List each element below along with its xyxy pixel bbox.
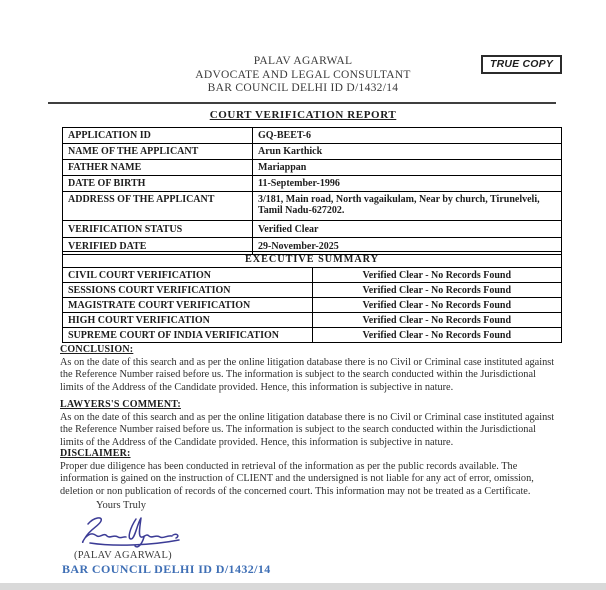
field-value: 11-September-1996	[253, 176, 562, 192]
page-bottom-edge	[0, 583, 606, 590]
court-label: HIGH COURT VERIFICATION	[63, 313, 313, 328]
field-label: VERIFICATION STATUS	[63, 221, 253, 238]
report-title: COURT VERIFICATION REPORT	[209, 109, 397, 121]
court-result: Verified Clear - No Records Found	[312, 313, 562, 328]
letterhead-bar-council-id: BAR COUNCIL DELHI ID D/1432/14	[207, 82, 399, 94]
lawyers-comment-section	[60, 399, 557, 449]
field-label: FATHER NAME	[63, 160, 253, 176]
advocate-name: PALAV AGARWAL	[253, 55, 353, 67]
true-copy-stamp: TRUE COPY	[481, 55, 562, 74]
disclaimer-heading: DISCLAIMER:	[60, 448, 131, 459]
conclusion-heading: CONCLUSION:	[60, 344, 134, 355]
table-row	[63, 328, 562, 343]
table-row	[63, 160, 562, 176]
field-value: Arun Karthick	[253, 144, 562, 160]
applicant-details-table	[62, 127, 562, 255]
field-value: 29-November-2025	[253, 238, 562, 255]
advocate-designation: ADVOCATE AND LEGAL CONSULTANT	[195, 68, 411, 81]
court-label: CIVIL COURT VERIFICATION	[63, 268, 313, 283]
conclusion-section	[60, 344, 557, 394]
field-label: VERIFIED DATE	[63, 238, 253, 255]
table-row	[63, 144, 562, 160]
executive-summary-table	[62, 251, 562, 343]
table-header-row	[63, 252, 562, 268]
court-result: Verified Clear - No Records Found	[312, 298, 562, 313]
bar-council-id-footer: BAR COUNCIL DELHI ID D/1432/14	[62, 562, 271, 576]
table-row	[63, 221, 562, 238]
table-row	[63, 192, 562, 221]
header-divider	[48, 102, 556, 104]
lawyers-comment-heading: LAWYERS'S COMMENT:	[60, 399, 181, 410]
executive-summary-header: EXECUTIVE SUMMARY	[63, 252, 562, 268]
valediction: Yours Truly	[96, 500, 147, 511]
court-result: Verified Clear - No Records Found	[312, 283, 562, 298]
table-row	[63, 313, 562, 328]
field-value: Verified Clear	[253, 221, 562, 238]
table-row	[63, 268, 562, 283]
field-label: DATE OF BIRTH	[63, 176, 253, 192]
signature-image	[78, 512, 188, 550]
field-label: APPLICATION ID	[63, 128, 253, 144]
signatory-name: (PALAV AGARWAL)	[74, 550, 172, 561]
lawyers-comment-text: As on the date of this search and as per the online litigation database there is no Civil or Criminal case instituted against the Reference Number raised before us. The information is subject to the search conducted within the Jurisdictional limits of the Address of the Candidate provided. Hence, this information is subjective in nature.	[60, 412, 555, 448]
table-row	[63, 176, 562, 192]
court-result: Verified Clear - No Records Found	[312, 268, 562, 283]
table-row	[63, 128, 562, 144]
field-value: 3/181, Main road, North vagaikulam, Near by church, Tirunelveli, Tamil Nadu-627202.	[253, 192, 562, 221]
field-label: ADDRESS OF THE APPLICANT	[63, 192, 253, 221]
table-row	[63, 283, 562, 298]
court-label: MAGISTRATE COURT VERIFICATION	[63, 298, 313, 313]
disclaimer-text: Proper due diligence has been conducted in retrieval of the information as per the public records available. The information is gained on the instruction of CLIENT and the undersigned is not liable for any act of error, omission, deletion or non publication of records of the concerned court. This information may not be treated as a Certificate.	[60, 461, 534, 497]
field-value: GQ-BEET-6	[253, 128, 562, 144]
disclaimer-section	[60, 448, 557, 498]
court-label: SUPREME COURT OF INDIA VERIFICATION	[63, 328, 313, 343]
field-value: Mariappan	[253, 160, 562, 176]
court-label: SESSIONS COURT VERIFICATION	[63, 283, 313, 298]
court-result: Verified Clear - No Records Found	[312, 328, 562, 343]
table-row	[63, 298, 562, 313]
field-label: NAME OF THE APPLICANT	[63, 144, 253, 160]
conclusion-text: As on the date of this search and as per the online litigation database there is no Civil or Criminal case instituted against the Reference Number raised before us. The information is subject to the search conducted within the Jurisdictional limits of the Address of the Candidate provided. Hence, this information is subjective in nature.	[60, 357, 555, 393]
